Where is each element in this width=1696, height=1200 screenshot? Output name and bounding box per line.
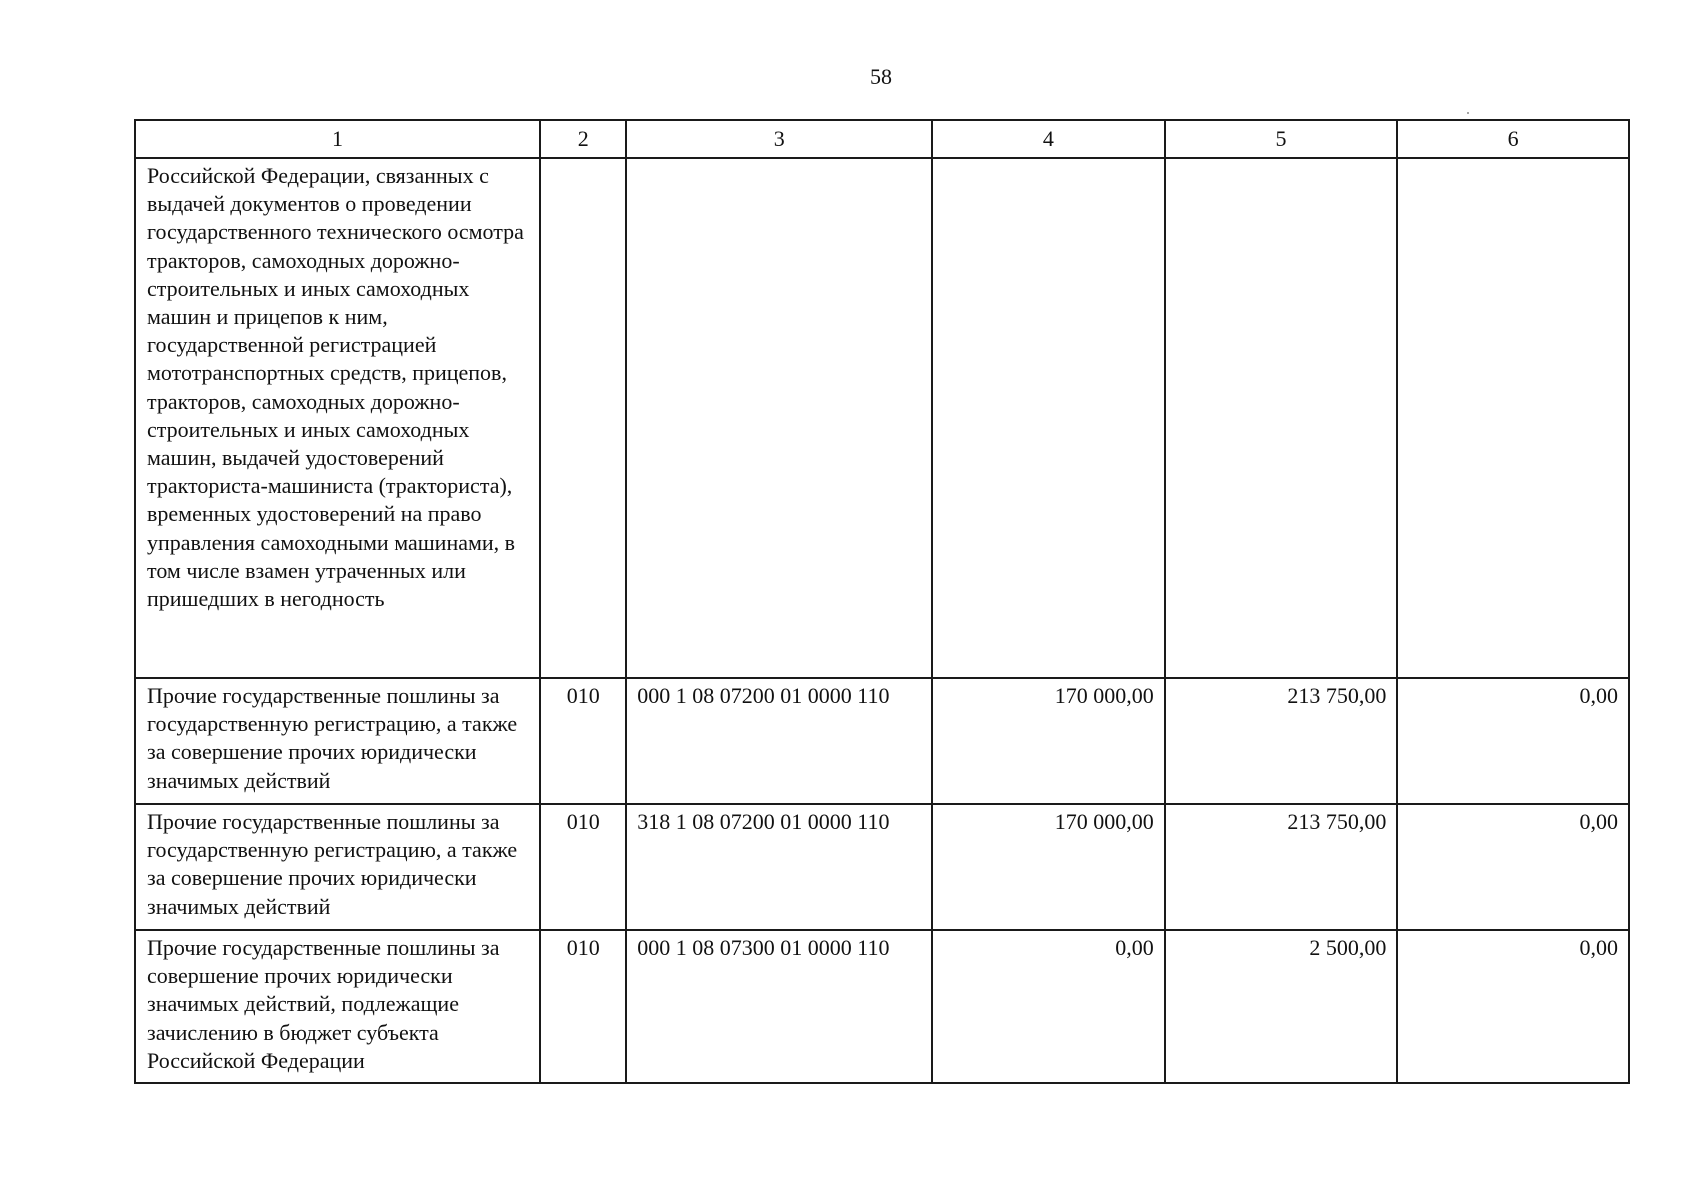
name-cell <box>135 804 540 930</box>
table-row <box>135 678 1629 804</box>
continuation-cell <box>135 158 540 678</box>
row-code: 010 <box>566 683 600 708</box>
row-col5: 2 500,00 <box>1309 935 1387 960</box>
col4-cell <box>932 678 1165 804</box>
row-kbk: 000 1 08 07300 01 0000 110 <box>637 935 890 960</box>
column-header-1: 1 <box>135 120 540 158</box>
row-col6: 0,00 <box>1579 935 1618 960</box>
row-col6: 0,00 <box>1579 683 1618 708</box>
name-cell <box>135 930 540 1083</box>
col5-cell <box>1165 804 1398 930</box>
page-number: 58 <box>870 64 892 89</box>
row-kbk: 318 1 08 07200 01 0000 110 <box>637 809 890 834</box>
kbk-cell <box>626 804 932 930</box>
kbk-cell <box>626 930 932 1083</box>
col5-cell <box>1165 678 1398 804</box>
table-row <box>135 804 1629 930</box>
name-cell <box>135 678 540 804</box>
continuation-text: Российской Федерации, связанных с выдачей документов о проведении государственного технического осмотра тракторов, самоходных дорожно-строительных и иных самоходных машин и прицепов к ним, государственной регистрацией мототранспортных средств, прицепов, тракторов, самоходных дорожно-строительных и иных самоходных машин, выдачей удостоверений тракториста-машиниста (тракториста), временных удостоверений на право управления самоходными машинами, в том числе взамен утраченных или пришедших в негодность <box>147 163 524 612</box>
scan-speck <box>1467 112 1469 114</box>
row-code: 010 <box>566 935 600 960</box>
row-name: Прочие государственные пошлины за государственную регистрацию, а также за совершение прочих юридически значимых действий <box>147 683 518 793</box>
empty-cell <box>1397 158 1629 678</box>
column-header-3: 3 <box>626 120 932 158</box>
table-header-row <box>135 120 1629 158</box>
row-col5: 213 750,00 <box>1287 809 1387 834</box>
row-col4: 0,00 <box>1115 935 1154 960</box>
col6-cell <box>1397 930 1629 1083</box>
code-cell <box>540 804 626 930</box>
code-cell <box>540 930 626 1083</box>
empty-cell <box>1165 158 1398 678</box>
empty-cell <box>932 158 1165 678</box>
row-col5: 213 750,00 <box>1287 683 1387 708</box>
column-header-2: 2 <box>540 120 626 158</box>
col6-cell <box>1397 678 1629 804</box>
row-col6: 0,00 <box>1579 809 1618 834</box>
row-name: Прочие государственные пошлины за совершение прочих юридически значимых действий, подлежащие зачислению в бюджет субъекта Российской Федерации <box>147 935 500 1073</box>
column-header-6: 6 <box>1397 120 1629 158</box>
kbk-cell <box>626 678 932 804</box>
code-cell <box>540 678 626 804</box>
col4-cell <box>932 930 1165 1083</box>
row-kbk: 000 1 08 07200 01 0000 110 <box>637 683 890 708</box>
row-code: 010 <box>566 809 600 834</box>
col5-cell <box>1165 930 1398 1083</box>
empty-cell <box>626 158 932 678</box>
empty-cell <box>540 158 626 678</box>
table-row <box>135 930 1629 1083</box>
table-row-continuation <box>135 158 1629 678</box>
revenue-table <box>134 119 1630 1084</box>
col6-cell <box>1397 804 1629 930</box>
column-header-5: 5 <box>1165 120 1398 158</box>
col4-cell <box>932 804 1165 930</box>
row-col4: 170 000,00 <box>1054 809 1154 834</box>
row-name: Прочие государственные пошлины за государственную регистрацию, а также за совершение прочих юридически значимых действий <box>147 809 518 919</box>
row-col4: 170 000,00 <box>1054 683 1154 708</box>
column-header-4: 4 <box>932 120 1165 158</box>
